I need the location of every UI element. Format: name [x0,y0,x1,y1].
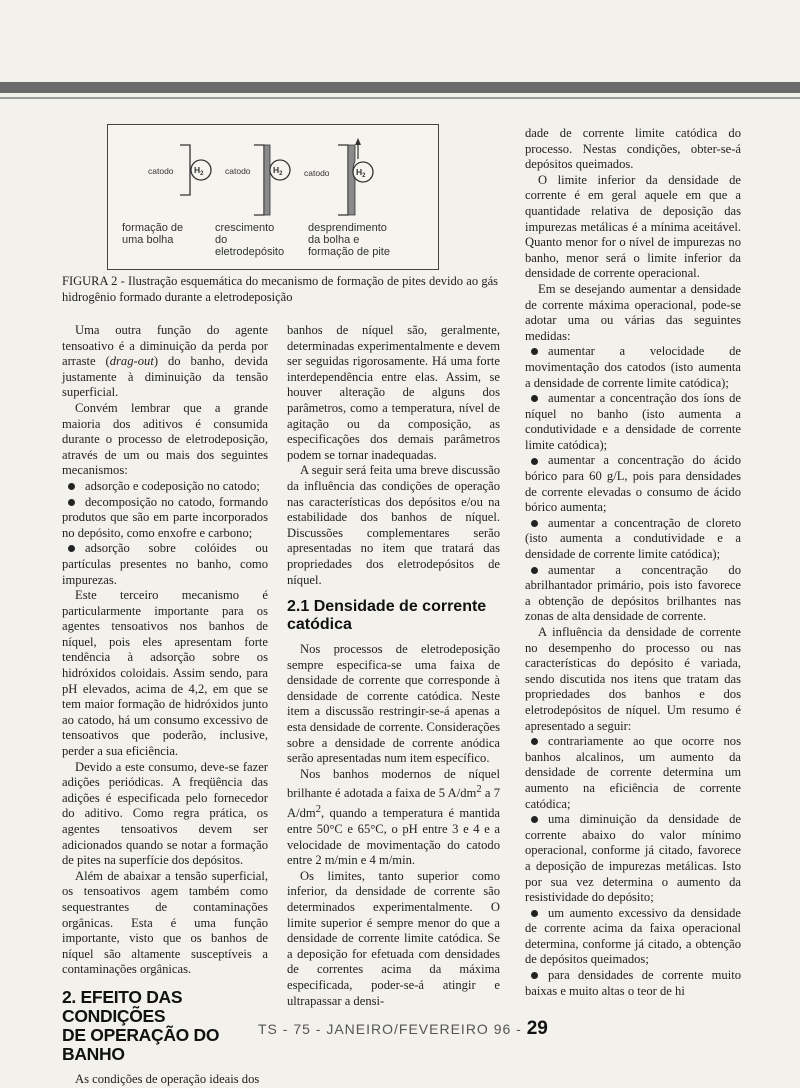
column-3 [525,126,741,999]
paragraph: As condições de operação ideais dos [75,1071,260,1086]
list-item: contrariamente ao que ocorre nos banhos alcalinos, um aumento da densidade de corrente determina um aumento na eficiência de corrente catódica; [525,734,741,811]
list-item: aumentar a concentração dos íons de níquel no banho (isto aumenta a condutividade e a densidade de corrente limite catódica); [525,391,741,452]
catodo-label-3: catodo [304,168,330,178]
stage-3-bubble-release [304,138,390,258]
paragraph: Os limites, tanto superior como inferior, da densidade de corrente são determinados experimentalmente. O limite superior é sempre menor do que a densidade de corrente limite catódica. Se a deposição for efetuada com densidades de correntes acima da máxima especificada, poder-se-á atingir e ultrapassar a densi- [287,868,500,1008]
list-item: aumentar a concentração do abrilhantador primário, pois isto favorece a obtenção de depósitos brilhantes nas zonas de alta densidade de corrente. [525,562,741,624]
bullet-icon [531,816,538,823]
list-item: adsorção e codeposição no catodo; [62,479,268,495]
list-item: uma diminuição da densidade de corrente abaixo do valor mínimo operacional, conforme já citado, favorece a deposição de impurezas metálicas. Isto por sua vez determina o aumento da resistividade do depósito; [525,812,741,905]
bullet-icon [68,483,75,490]
paragraph: banhos de níquel são, geralmente, determinadas experimentalmente e devem ser seguidas rigorosamente. Há uma forte interdependência entre elas. Assim, se houver alteração de alguns dos parâmetros, como a temperatura, nível de agitação ou da composição, as especificações dos demais parâmetros podem se tornar inadequadas. [287,323,500,462]
catodo-label-1: catodo [148,166,174,176]
paragraph: Além de abaixar a tensão superficial, os tensoativos agem também como sequestrantes de contaminações orgânicas. Esta é uma função importante, visto que os banhos de níquel são altamente susceptíveis a contaminações orgânicas. [62,868,268,977]
stage-2-label-line3: eletrodepósito [215,246,285,258]
column-2 [287,323,500,1009]
list-item: aumentar a velocidade de movimentação dos catodos (isto aumenta a densidade de corrente limite catódica); [525,344,741,390]
paragraph: O limite inferior da densidade de corrente é em geral aquele em que a quantidade relativa de deposição das impurezas metálicas é a mínima aceitável. Quanto menor for o nível de impurezas no banho, menor será o limite inferior da densidade de corrente operacional. [525,172,741,281]
stage-3-label-line2: da bolha e [308,234,360,246]
section-heading-2: 2. EFEITO DAS CONDIÇÕES DE OPERAÇÃO DO BANHO [62,986,220,1064]
bullet-icon [68,499,75,506]
bullet-icon [531,567,538,574]
figure-2-diagram [107,124,439,270]
stage-2-label-line1: crescimento [215,222,275,234]
figure-caption: FIGURA 2 - Ilustração esquemática do mecanismo de formação de pites devido ao gás hidrogênio formado durante a eletrodeposição [62,274,498,304]
column-1 [62,323,268,1088]
paragraph: A influência da densidade de corrente no desempenho do processo ou nas características do depósito é variada, sendo discutida nos itens que tratam das propriedades dos banhos e dos eletrodepósitos de níquel. Um resumo é apresentado a seguir: [525,625,741,733]
header-rule [0,82,800,93]
stage-1-label-line1: formação de [122,222,184,234]
bullet-icon [68,545,75,552]
bullet-icon [531,458,538,465]
section-heading-2-1: 2.1 Densidade de corrente catódica [287,598,487,634]
stage-3-label-line3: formação de pite [308,246,390,258]
stage-3-label-line1: desprendimento [308,222,387,234]
svg-text:H2: $H_2$ [194,165,204,177]
stage-2-label-line2: do [215,234,228,246]
paragraph: Uma outra função do agente tensoativo é a diminuição da perda por arraste (drag-out) do banho, devida justamente à diminuição da tensão superficial. [62,323,269,400]
svg-text:H2: $H_2$ [273,165,283,177]
stage-1-bubble-formation [122,145,211,246]
paragraph: Devido a este consumo, deve-se fazer adições periódicas. A freqüência das adições é especificada pelo fornecedor do aditivo. Como regra prática, os agentes tensoativos devem ser adicionados quando se notar a formação de pites na superfície dos depósitos. [62,759,268,868]
catodo-label-2: catodo [225,166,251,176]
bullet-icon [531,520,538,527]
stage-2-deposit-growth [215,145,290,258]
bullet-icon [531,910,538,917]
list-item: aumentar a concentração do ácido bórico para 60 g/L, pois para densidades de corrente elevadas o consumo de ácido bórico aumenta; [525,453,741,515]
bullet-icon [531,738,538,745]
paragraph: A seguir será feita uma breve discussão da influência das condições de operação nas características dos depósitos e/ou na estabilidade dos banhos de níquel. Discussões complementares serão apresentadas no item que tratará das propriedades dos eletrodepósitos de níquel. [287,463,500,587]
header-thin-rule [0,97,800,99]
paragraph: dade de corrente limite catódica do processo. Nestas condições, obter-se-á depósitos queimados. [525,126,741,172]
svg-text:H2: $H_2$ [356,167,366,179]
paragraph: Convém lembrar que a grande maioria dos aditivos é consumida durante o processo de eletrodeposição, através de um ou mais dos seguintes mecanismos: [62,400,268,478]
paragraph: Nos banhos modernos de níquel brilhante é adotada a faixa de 5 $A/dm^2$ a 7 $A/dm^2$, quando a temperatura é mantida entre 50°C e 65°C, o pH entre 3 e 4 e a velocidade de movimentação do catodo entre 2 m/min e 4 m/min. [287,766,501,868]
bullet-icon [531,348,538,355]
list-item: adsorção sobre colóides ou partículas presentes no banho, como impurezas. [62,541,268,587]
bullet-icon [531,395,538,402]
list-item: aumentar a concentração de cloreto (isto aumenta a condutividade e a densidade de corrente limite catódica); [525,515,741,562]
list-item: decomposição no catodo, formando produtos que são em parte incorporados no depósito, como enxofre e carbono; [62,494,268,540]
paragraph: Nos processos de eletrodeposição sempre especifica-se uma faixa de densidade de corrente que corresponde à densidade de corrente catódica. Neste item a discussão restringir-se-á apenas a esta densidade de corrente. Considerações sobre a densidade de corrente anódica serão apresentadas num item específico. [287,642,500,766]
stage-1-label-line2: uma bolha [122,234,174,246]
page-footer: TS - 75 - JANEIRO/FEVEREIRO 96 - 29 [258,1018,548,1039]
paragraph: Em se desejando aumentar a densidade de corrente máxima operacional, pode-se adotar uma ou várias das seguintes medidas: [525,281,741,343]
list-item: um aumento excessivo da densidade de corrente acima da faixa operacional determina, conforme já citado, a obtenção de depósitos queimados; [525,905,741,967]
bullet-icon [531,972,538,979]
paragraph: Este terceiro mecanismo é particularmente importante para os agentes tensoativos nos banhos de níquel, pois eles apresentam forte tendência à adsorção sobre os hidróxidos coloidais. Assim sendo, para pH elevados, acima de 4,2, em que se tem maior formação de hidróxidos junto ao catodo, há um consumo excessivo de tensoativos que poderão, inclusive, perder a sua eficiência. [62,588,268,759]
page-number: 29 [526,1018,548,1039]
list-item: para densidades de corrente muito baixas e muito altas o teor de hi [525,968,741,998]
